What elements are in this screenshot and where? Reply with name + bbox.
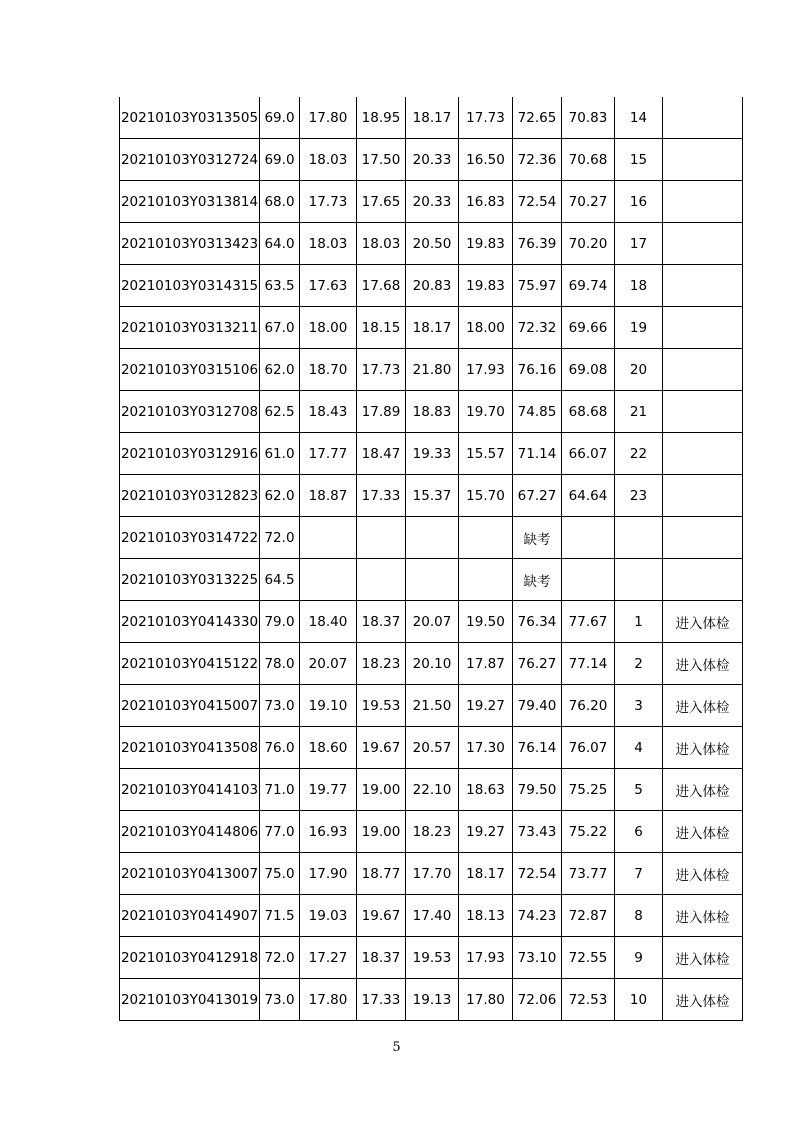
score-b-cell: 18.47 <box>357 433 406 475</box>
interview-score-cell: 67.27 <box>513 475 562 517</box>
score-b-cell: 17.65 <box>357 181 406 223</box>
total-score-cell: 72.87 <box>562 895 615 937</box>
score-b-cell: 17.33 <box>357 475 406 517</box>
table-row <box>120 391 743 433</box>
rank-cell: 21 <box>615 391 663 433</box>
score-a-cell: 18.43 <box>300 391 357 433</box>
score-c-cell: 20.83 <box>406 265 459 307</box>
remark-cell <box>663 139 743 181</box>
candidate-id-cell: 20210103Y0315106 <box>120 349 260 391</box>
score-b-cell: 19.67 <box>357 727 406 769</box>
total-score-cell: 75.25 <box>562 769 615 811</box>
written-score-cell: 77.0 <box>260 811 300 853</box>
total-score-cell: 72.53 <box>562 979 615 1021</box>
score-b-cell: 18.37 <box>357 601 406 643</box>
remark-cell: 进入体检 <box>663 727 743 769</box>
score-c-cell: 19.33 <box>406 433 459 475</box>
candidate-id-cell: 20210103Y0313505 <box>120 97 260 139</box>
score-c-cell: 20.33 <box>406 139 459 181</box>
score-b-cell: 19.67 <box>357 895 406 937</box>
score-b-cell: 17.89 <box>357 391 406 433</box>
remark-cell <box>663 307 743 349</box>
score-c-cell: 20.10 <box>406 643 459 685</box>
interview-score-cell: 79.50 <box>513 769 562 811</box>
total-score-cell: 75.22 <box>562 811 615 853</box>
table-row <box>120 265 743 307</box>
score-d-cell: 16.83 <box>459 181 513 223</box>
score-c-cell: 19.13 <box>406 979 459 1021</box>
score-c-cell: 21.50 <box>406 685 459 727</box>
rank-cell <box>615 517 663 559</box>
written-score-cell: 63.5 <box>260 265 300 307</box>
remark-cell <box>663 181 743 223</box>
remark-cell <box>663 265 743 307</box>
total-score-cell: 66.07 <box>562 433 615 475</box>
remark-cell <box>663 391 743 433</box>
candidate-id-cell: 20210103Y0312823 <box>120 475 260 517</box>
score-a-cell: 18.70 <box>300 349 357 391</box>
candidate-id-cell: 20210103Y0413007 <box>120 853 260 895</box>
remark-cell: 进入体检 <box>663 643 743 685</box>
rank-cell: 10 <box>615 979 663 1021</box>
rank-cell: 23 <box>615 475 663 517</box>
score-b-cell <box>357 559 406 601</box>
candidate-id-cell: 20210103Y0412918 <box>120 937 260 979</box>
score-a-cell <box>300 517 357 559</box>
table-row <box>120 769 743 811</box>
total-score-cell: 70.83 <box>562 97 615 139</box>
written-score-cell: 62.0 <box>260 475 300 517</box>
rank-cell: 17 <box>615 223 663 265</box>
score-d-cell: 17.80 <box>459 979 513 1021</box>
rank-cell: 8 <box>615 895 663 937</box>
candidate-id-cell: 20210103Y0313423 <box>120 223 260 265</box>
score-b-cell <box>357 517 406 559</box>
interview-score-cell: 76.39 <box>513 223 562 265</box>
score-c-cell: 17.40 <box>406 895 459 937</box>
interview-score-cell: 76.34 <box>513 601 562 643</box>
remark-cell: 进入体检 <box>663 601 743 643</box>
table-row <box>120 223 743 265</box>
table-row <box>120 979 743 1021</box>
remark-cell: 进入体检 <box>663 811 743 853</box>
candidate-id-cell: 20210103Y0414907 <box>120 895 260 937</box>
candidate-id-cell: 20210103Y0313814 <box>120 181 260 223</box>
written-score-cell: 62.0 <box>260 349 300 391</box>
table-row <box>120 685 743 727</box>
candidate-id-cell: 20210103Y0313211 <box>120 307 260 349</box>
written-score-cell: 71.5 <box>260 895 300 937</box>
written-score-cell: 68.0 <box>260 181 300 223</box>
table-row <box>120 433 743 475</box>
total-score-cell: 76.20 <box>562 685 615 727</box>
table-row <box>120 559 743 601</box>
total-score-cell: 69.08 <box>562 349 615 391</box>
written-score-cell: 61.0 <box>260 433 300 475</box>
score-c-cell <box>406 559 459 601</box>
score-c-cell: 18.17 <box>406 97 459 139</box>
total-score-cell: 77.67 <box>562 601 615 643</box>
written-score-cell: 62.5 <box>260 391 300 433</box>
score-c-cell: 15.37 <box>406 475 459 517</box>
remark-cell <box>663 223 743 265</box>
score-c-cell: 21.80 <box>406 349 459 391</box>
interview-score-cell: 72.54 <box>513 181 562 223</box>
score-d-cell: 19.50 <box>459 601 513 643</box>
score-d-cell: 18.13 <box>459 895 513 937</box>
written-score-cell: 78.0 <box>260 643 300 685</box>
score-d-cell: 19.83 <box>459 223 513 265</box>
total-score-cell: 69.66 <box>562 307 615 349</box>
score-a-cell: 18.87 <box>300 475 357 517</box>
score-c-cell: 17.70 <box>406 853 459 895</box>
rank-cell: 20 <box>615 349 663 391</box>
score-c-cell: 20.07 <box>406 601 459 643</box>
score-a-cell: 17.80 <box>300 97 357 139</box>
rank-cell: 4 <box>615 727 663 769</box>
score-a-cell: 17.80 <box>300 979 357 1021</box>
interview-score-cell: 76.16 <box>513 349 562 391</box>
remark-cell: 进入体检 <box>663 685 743 727</box>
written-score-cell: 72.0 <box>260 517 300 559</box>
score-a-cell: 18.03 <box>300 139 357 181</box>
remark-cell <box>663 559 743 601</box>
remark-cell <box>663 475 743 517</box>
score-d-cell: 19.83 <box>459 265 513 307</box>
score-d-cell: 18.17 <box>459 853 513 895</box>
score-c-cell: 18.83 <box>406 391 459 433</box>
score-a-cell: 19.03 <box>300 895 357 937</box>
table-row <box>120 97 743 139</box>
score-b-cell: 18.77 <box>357 853 406 895</box>
score-a-cell: 17.27 <box>300 937 357 979</box>
written-score-cell: 79.0 <box>260 601 300 643</box>
interview-score-cell: 72.32 <box>513 307 562 349</box>
score-d-cell: 16.50 <box>459 139 513 181</box>
score-b-cell: 18.23 <box>357 643 406 685</box>
table-row <box>120 349 743 391</box>
score-d-cell: 15.70 <box>459 475 513 517</box>
rank-cell: 15 <box>615 139 663 181</box>
interview-score-cell: 76.27 <box>513 643 562 685</box>
written-score-cell: 73.0 <box>260 979 300 1021</box>
interview-score-cell: 76.14 <box>513 727 562 769</box>
score-b-cell: 18.15 <box>357 307 406 349</box>
score-a-cell: 17.90 <box>300 853 357 895</box>
interview-score-cell: 72.54 <box>513 853 562 895</box>
total-score-cell: 69.74 <box>562 265 615 307</box>
score-d-cell: 17.93 <box>459 937 513 979</box>
remark-cell <box>663 349 743 391</box>
rank-cell: 19 <box>615 307 663 349</box>
candidate-id-cell: 20210103Y0314315 <box>120 265 260 307</box>
score-b-cell: 19.53 <box>357 685 406 727</box>
rank-cell: 7 <box>615 853 663 895</box>
score-c-cell: 18.23 <box>406 811 459 853</box>
candidate-id-cell: 20210103Y0313225 <box>120 559 260 601</box>
score-d-cell: 19.27 <box>459 685 513 727</box>
written-score-cell: 75.0 <box>260 853 300 895</box>
table-row <box>120 307 743 349</box>
written-score-cell: 76.0 <box>260 727 300 769</box>
score-a-cell: 19.77 <box>300 769 357 811</box>
interview-score-cell: 79.40 <box>513 685 562 727</box>
total-score-cell: 68.68 <box>562 391 615 433</box>
score-b-cell: 19.00 <box>357 811 406 853</box>
candidate-id-cell: 20210103Y0414806 <box>120 811 260 853</box>
rank-cell: 5 <box>615 769 663 811</box>
score-a-cell: 18.60 <box>300 727 357 769</box>
score-d-cell: 18.63 <box>459 769 513 811</box>
candidate-id-cell: 20210103Y0314722 <box>120 517 260 559</box>
score-a-cell: 18.03 <box>300 223 357 265</box>
candidate-id-cell: 20210103Y0312916 <box>120 433 260 475</box>
score-b-cell: 18.03 <box>357 223 406 265</box>
total-score-cell: 70.27 <box>562 181 615 223</box>
interview-score-cell: 71.14 <box>513 433 562 475</box>
table-row <box>120 853 743 895</box>
candidate-id-cell: 20210103Y0414330 <box>120 601 260 643</box>
total-score-cell: 72.55 <box>562 937 615 979</box>
score-b-cell: 19.00 <box>357 769 406 811</box>
score-c-cell: 20.50 <box>406 223 459 265</box>
score-c-cell <box>406 517 459 559</box>
score-a-cell <box>300 559 357 601</box>
score-c-cell: 18.17 <box>406 307 459 349</box>
written-score-cell: 64.0 <box>260 223 300 265</box>
written-score-cell: 64.5 <box>260 559 300 601</box>
total-score-cell: 64.64 <box>562 475 615 517</box>
remark-cell <box>663 517 743 559</box>
score-b-cell: 17.68 <box>357 265 406 307</box>
written-score-cell: 73.0 <box>260 685 300 727</box>
interview-score-cell: 74.85 <box>513 391 562 433</box>
score-a-cell: 19.10 <box>300 685 357 727</box>
score-a-cell: 17.63 <box>300 265 357 307</box>
written-score-cell: 69.0 <box>260 139 300 181</box>
rank-cell: 18 <box>615 265 663 307</box>
score-a-cell: 18.00 <box>300 307 357 349</box>
rank-cell: 6 <box>615 811 663 853</box>
candidate-id-cell: 20210103Y0413508 <box>120 727 260 769</box>
table-row <box>120 727 743 769</box>
remark-cell <box>663 97 743 139</box>
score-a-cell: 17.73 <box>300 181 357 223</box>
rank-cell: 1 <box>615 601 663 643</box>
page-number: 5 <box>392 1040 401 1055</box>
remark-cell: 进入体检 <box>663 979 743 1021</box>
interview-score-cell: 73.43 <box>513 811 562 853</box>
score-d-cell: 17.30 <box>459 727 513 769</box>
score-c-cell: 20.57 <box>406 727 459 769</box>
written-score-cell: 71.0 <box>260 769 300 811</box>
total-score-cell <box>562 517 615 559</box>
total-score-cell: 70.20 <box>562 223 615 265</box>
candidate-id-cell: 20210103Y0415007 <box>120 685 260 727</box>
interview-score-cell: 75.97 <box>513 265 562 307</box>
candidate-id-cell: 20210103Y0413019 <box>120 979 260 1021</box>
table-row <box>120 139 743 181</box>
score-d-cell: 18.00 <box>459 307 513 349</box>
table-row <box>120 811 743 853</box>
score-d-cell: 17.87 <box>459 643 513 685</box>
score-c-cell: 19.53 <box>406 937 459 979</box>
total-score-cell: 70.68 <box>562 139 615 181</box>
interview-score-cell: 缺考 <box>513 517 562 559</box>
score-d-cell: 17.73 <box>459 97 513 139</box>
score-a-cell: 20.07 <box>300 643 357 685</box>
interview-score-cell: 72.06 <box>513 979 562 1021</box>
rank-cell: 3 <box>615 685 663 727</box>
score-b-cell: 18.95 <box>357 97 406 139</box>
rank-cell: 22 <box>615 433 663 475</box>
score-b-cell: 17.50 <box>357 139 406 181</box>
score-c-cell: 20.33 <box>406 181 459 223</box>
table-row <box>120 601 743 643</box>
table-row <box>120 937 743 979</box>
score-a-cell: 17.77 <box>300 433 357 475</box>
table-row <box>120 181 743 223</box>
written-score-cell: 67.0 <box>260 307 300 349</box>
total-score-cell: 77.14 <box>562 643 615 685</box>
rank-cell: 9 <box>615 937 663 979</box>
remark-cell: 进入体检 <box>663 937 743 979</box>
candidate-id-cell: 20210103Y0414103 <box>120 769 260 811</box>
score-a-cell: 18.40 <box>300 601 357 643</box>
score-c-cell: 22.10 <box>406 769 459 811</box>
interview-score-cell: 72.36 <box>513 139 562 181</box>
score-a-cell: 16.93 <box>300 811 357 853</box>
interview-score-cell: 缺考 <box>513 559 562 601</box>
score-d-cell: 19.27 <box>459 811 513 853</box>
table-row <box>120 517 743 559</box>
score-d-cell: 19.70 <box>459 391 513 433</box>
total-score-cell: 76.07 <box>562 727 615 769</box>
score-b-cell: 17.33 <box>357 979 406 1021</box>
score-b-cell: 18.37 <box>357 937 406 979</box>
score-d-cell: 17.93 <box>459 349 513 391</box>
table-row <box>120 643 743 685</box>
interview-score-cell: 74.23 <box>513 895 562 937</box>
table-row <box>120 475 743 517</box>
score-b-cell: 17.73 <box>357 349 406 391</box>
remark-cell: 进入体检 <box>663 769 743 811</box>
score-d-cell <box>459 517 513 559</box>
table-body <box>120 97 743 1021</box>
remark-cell <box>663 433 743 475</box>
interview-score-cell: 73.10 <box>513 937 562 979</box>
written-score-cell: 69.0 <box>260 97 300 139</box>
total-score-cell: 73.77 <box>562 853 615 895</box>
interview-score-cell: 72.65 <box>513 97 562 139</box>
candidate-id-cell: 20210103Y0312724 <box>120 139 260 181</box>
score-table <box>119 97 743 1021</box>
candidate-id-cell: 20210103Y0312708 <box>120 391 260 433</box>
total-score-cell <box>562 559 615 601</box>
candidate-id-cell: 20210103Y0415122 <box>120 643 260 685</box>
written-score-cell: 72.0 <box>260 937 300 979</box>
table-row <box>120 895 743 937</box>
rank-cell: 2 <box>615 643 663 685</box>
remark-cell: 进入体检 <box>663 895 743 937</box>
rank-cell: 16 <box>615 181 663 223</box>
remark-cell: 进入体检 <box>663 853 743 895</box>
rank-cell: 14 <box>615 97 663 139</box>
score-d-cell: 15.57 <box>459 433 513 475</box>
score-d-cell <box>459 559 513 601</box>
rank-cell <box>615 559 663 601</box>
